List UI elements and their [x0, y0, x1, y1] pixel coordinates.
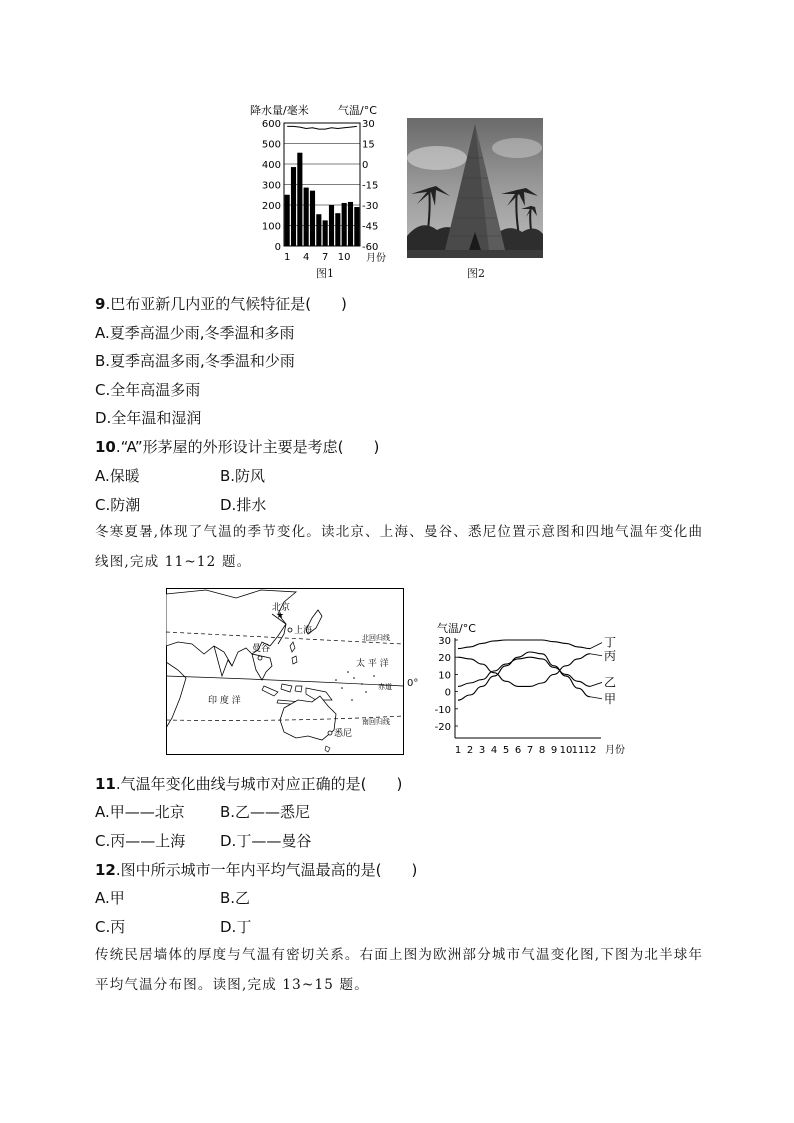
question-10 — [95, 437, 379, 457]
temp-axis-title: 气温/°C — [338, 104, 377, 117]
temp-tick-label: -20 — [434, 722, 451, 733]
city-curve-1 — [458, 654, 590, 687]
month-tick-label: 6 — [514, 745, 522, 756]
precip-bar — [285, 195, 290, 246]
equator-label: 赤道 — [378, 683, 392, 691]
month-tick-label: 8 — [538, 745, 546, 756]
q10-option-a[interactable]: A.保暖 — [95, 467, 140, 485]
temp-tick-label: -10 — [434, 704, 451, 716]
q12-option-b[interactable]: B.乙 — [220, 889, 251, 907]
temp-tick-label: -60 — [362, 242, 379, 253]
precip-bar — [291, 167, 296, 246]
question-number: 9 — [95, 295, 106, 313]
beijing-label: 北京 — [272, 603, 291, 613]
precip-bar — [297, 153, 302, 246]
month-tick-label: 7 — [526, 745, 534, 756]
temperature-line — [287, 126, 357, 129]
precip-tick-label: 0 — [274, 242, 281, 253]
q9-option-a[interactable]: A.夏季高温少雨,冬季温和多雨 — [95, 324, 295, 342]
climate-chart-figure1 — [248, 100, 394, 262]
precip-bar — [310, 191, 315, 246]
temp-tick-label: 10 — [438, 670, 451, 682]
question-stem: .巴布亚新几内亚的气候特征是( ) — [105, 295, 347, 313]
precip-tick-label: 300 — [261, 180, 281, 192]
precip-tick-label: 600 — [261, 119, 281, 130]
q11-option-c[interactable]: C.丙——上海 — [95, 832, 186, 850]
q10-option-d[interactable]: D.排水 — [220, 496, 267, 514]
month-tick-label: 1 — [454, 745, 462, 756]
precip-bar — [354, 207, 359, 246]
tropic-north-label: 北回归线 — [362, 634, 390, 642]
leader-line — [590, 654, 602, 656]
a-frame-hut-photo — [407, 118, 543, 258]
month-tick-label: 10 — [337, 252, 351, 262]
question-12 — [95, 860, 417, 880]
leader-line — [590, 697, 602, 699]
q11-option-d[interactable]: D.丁——曼谷 — [220, 832, 312, 850]
precip-bar — [316, 214, 321, 246]
temp-tick-label: 15 — [362, 139, 375, 151]
precip-tick-label: 400 — [261, 160, 281, 171]
precip-bar — [335, 213, 340, 246]
month-tick-label: 9 — [550, 745, 558, 756]
question-stem: .气温年变化曲线与城市对应正确的是( ) — [115, 775, 403, 793]
question-number: 11 — [95, 775, 116, 793]
q9-option-b[interactable]: B.夏季高温多雨,冬季温和少雨 — [95, 352, 295, 370]
q9-option-d[interactable]: D.全年温和湿润 — [95, 409, 202, 427]
series-label: 甲 — [604, 691, 617, 706]
series-label: 乙 — [604, 675, 617, 690]
temp-tick-label: -30 — [362, 201, 379, 212]
temp-tick-label: 0 — [362, 160, 369, 171]
question-11 — [95, 774, 402, 794]
temp-tick-label: 30 — [362, 119, 375, 130]
passage-13-15: 传统民居墙体的厚度与气温有密切关系。右面上图为欧洲部分城市气温变化图,下图为北半球年平均气温分布图。读图,完成 13~15 题。 — [95, 947, 704, 993]
city-curve-0 — [458, 640, 590, 649]
city-curve-2 — [458, 657, 590, 686]
q12-option-c[interactable]: C.丙 — [95, 918, 126, 936]
q10-option-b[interactable]: B.防风 — [220, 467, 266, 485]
month-tick-label: 1 — [283, 252, 291, 262]
x-unit-label: 月份 — [605, 745, 625, 756]
beijing-star-icon: ★ — [276, 611, 285, 621]
shanghai-label: 上海 — [294, 626, 313, 636]
passage-11-12: 冬寒夏暑,体现了气温的季节变化。读北京、上海、曼谷、悉尼位置示意图和四地气温年变化曲线图,完成 11~12 题。 — [95, 524, 704, 570]
precip-axis-title: 降水量/毫米 — [250, 104, 309, 117]
q10-option-c[interactable]: C.防潮 — [95, 496, 141, 514]
month-tick-label: 5 — [502, 745, 510, 756]
bangkok-label: 曼谷 — [252, 644, 271, 654]
precip-bar — [329, 205, 334, 246]
precip-bar — [323, 220, 328, 246]
precip-bar — [304, 188, 309, 246]
question-number: 12 — [95, 861, 116, 879]
question-9 — [95, 294, 347, 314]
temp-tick-label: 20 — [438, 653, 451, 665]
series-label: 丁 — [604, 635, 617, 650]
sydney-marker — [328, 731, 332, 735]
indian-ocean-label: 印 度 洋 — [208, 696, 241, 706]
precip-bar — [342, 203, 347, 246]
temp-tick-label: -45 — [362, 221, 379, 233]
temp-tick-label: 0 — [444, 687, 451, 699]
month-tick-label: 7 — [321, 252, 329, 262]
zero-degree-label: 0° — [407, 678, 419, 689]
month-tick-label: 10 — [559, 745, 573, 756]
q12-option-d[interactable]: D.丁 — [220, 918, 252, 936]
question-number: 10 — [95, 438, 116, 456]
precip-tick-label: 500 — [261, 139, 281, 151]
y-axis-title: 气温/°C — [437, 622, 476, 635]
x-unit-label: 月份 — [366, 253, 386, 262]
q9-option-c[interactable]: C.全年高温多雨 — [95, 381, 201, 399]
tropic-south-label: 南回归线 — [362, 718, 390, 726]
month-tick-label: 2 — [466, 745, 474, 756]
location-map — [166, 588, 404, 756]
q12-option-a[interactable]: A.甲 — [95, 889, 125, 907]
question-stem: .“A”形茅屋的外形设计主要是考虑( ) — [115, 438, 380, 456]
temp-tick-label: 30 — [438, 636, 451, 647]
pacific-label: 太 平 洋 — [356, 659, 389, 669]
shanghai-marker — [288, 628, 292, 632]
leader-line — [590, 643, 602, 649]
temp-tick-label: -15 — [362, 180, 379, 192]
precip-bar — [348, 202, 353, 246]
month-tick-label: 12 — [583, 745, 597, 756]
bangkok-marker — [258, 656, 262, 660]
sydney-label: 悉尼 — [334, 729, 353, 739]
month-tick-label: 11 — [571, 745, 585, 756]
leader-line — [590, 682, 602, 686]
temperature-curves-chart — [425, 620, 635, 760]
month-tick-label: 4 — [490, 745, 498, 756]
figure1-caption: 图1 — [316, 267, 334, 280]
precip-tick-label: 200 — [261, 201, 281, 212]
figure2-caption: 图2 — [467, 267, 485, 280]
month-tick-label: 4 — [302, 252, 310, 262]
series-label: 丙 — [604, 648, 617, 663]
precip-tick-label: 100 — [261, 221, 281, 233]
q11-option-a[interactable]: A.甲——北京 — [95, 803, 185, 821]
month-tick-label: 3 — [478, 745, 486, 756]
question-stem: .图中所示城市一年内平均气温最高的是( ) — [115, 861, 418, 879]
q11-option-b[interactable]: B.乙——悉尼 — [220, 803, 311, 821]
